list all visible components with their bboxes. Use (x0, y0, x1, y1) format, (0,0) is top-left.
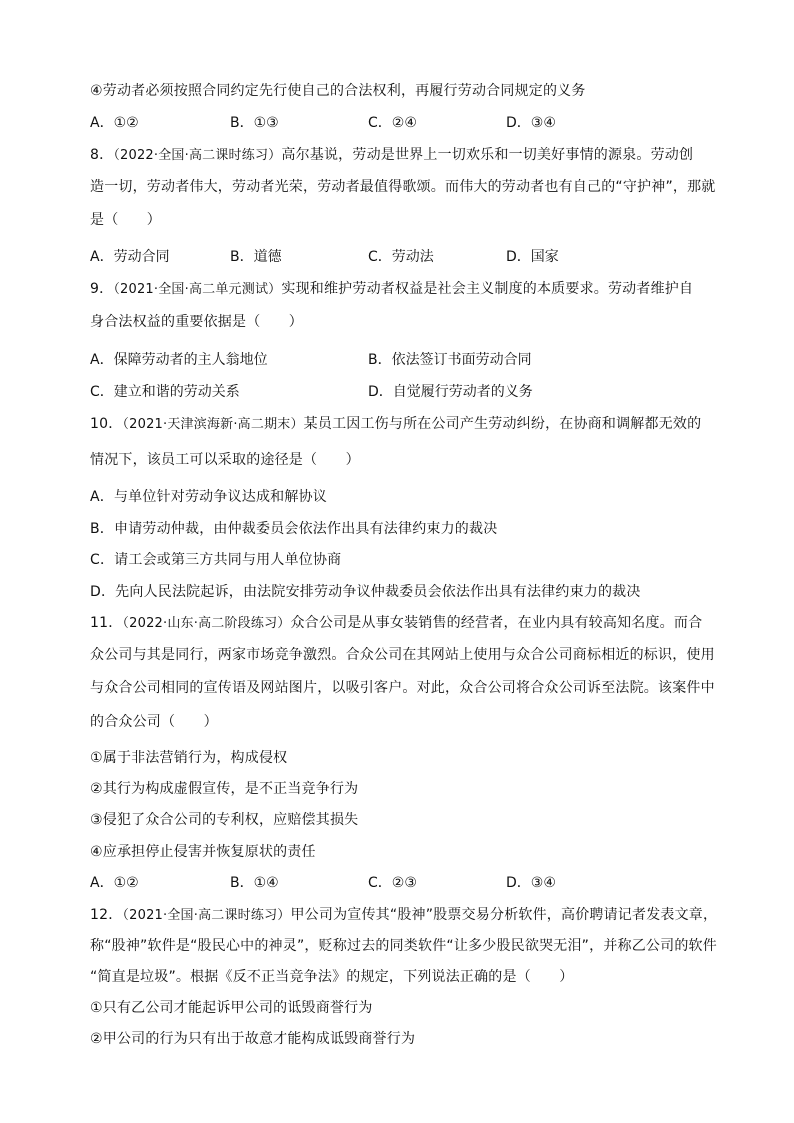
q8-option-a: A．劳动合同 (90, 249, 170, 265)
q10-stem-line-1 (90, 414, 701, 435)
q11-option-c: C．②③ (368, 875, 417, 891)
q11-stem-line-2: 众公司与其是同行，两家市场竞争激烈。合众公司在其网站上使用与众合公司商标相近的标识，使用 (90, 647, 715, 663)
q8-number: 8． (90, 147, 114, 163)
q9-option-b: B．依法签订书面劳动合同 (368, 352, 532, 368)
q12-number: 12． (90, 907, 123, 923)
q11-statement-2: ②其行为构成虚假宣传，是不正当竞争行为 (90, 781, 359, 797)
q8-option-b: B．道德 (230, 249, 282, 265)
q11-text-1: 众合公司是从事女装销售的经营者，在业内具有较高知名度。而合 (290, 615, 703, 631)
q8-source: （2022·全国·高二课时练习） (113, 148, 282, 163)
q8-stem-line-2: 造一切，劳动者伟大，劳动者光荣，劳动者最值得歌颂。而伟大的劳动者也有自己的“守护神”，那就 (90, 179, 716, 195)
q11-stem-line-1 (90, 613, 702, 634)
q10-text-1: 某员工因工伤与所在公司产生劳动纠纷，在协商和调解都无效的 (303, 416, 702, 432)
q9-option-c: C．建立和谐的劳动关系 (90, 384, 240, 400)
q10-option-d: D．先向人民法院起诉，由法院安排劳动争议仲裁委员会依法作出具有法律约束力的裁决 (90, 584, 641, 600)
q11-number: 11． (90, 615, 123, 631)
q11-option-d: D．③④ (506, 875, 556, 891)
q8-stem-line-3: 是（ ） (90, 212, 161, 228)
q8-text-1: 高尔基说，劳动是世界上一切欢乐和一切美好事情的源泉。劳动创 (281, 147, 694, 163)
q9-source: （2021·全国·高二单元测试） (113, 282, 282, 297)
q7-option-c: C．②④ (368, 115, 417, 131)
q11-option-a: A．①② (90, 875, 139, 891)
q8-option-d: D．国家 (506, 249, 559, 265)
q12-text-1: 甲公司为宣传其“股神”股票交易分析软件，高价聘请记者发表文章， (290, 907, 718, 923)
q9-options-row-1 (90, 350, 730, 370)
q7-option-a: A．①② (90, 115, 139, 131)
q10-source: （2021·天津滨海新·高二期末） (122, 417, 304, 432)
q10-stem-line-2: 情况下，该员工可以采取的途径是（ ） (90, 452, 360, 468)
q7-statement-4: ④劳动者必须按照合同约定先行使自己的合法权利，再履行劳动合同规定的义务 (90, 83, 586, 99)
q12-stem-line-2: 称“股神”软件是“股民心中的神灵”，贬称过去的同类软件“让多少股民欲哭无泪”，并称乙公司的软件 (90, 938, 717, 954)
q9-stem-line-2: 身合法权益的重要依据是（ ） (90, 314, 303, 330)
q7-option-b: B．①③ (230, 115, 279, 131)
q11-statement-4: ④应承担停止侵害并恢复原状的责任 (90, 844, 316, 860)
q7-options (90, 113, 730, 133)
q11-stem-line-3: 与众合公司相同的宣传语及网站图片，以吸引客户。对此，众合公司将合众公司诉至法院。该案件中 (90, 680, 715, 696)
q11-statement-1: ①属于非法营销行为，构成侵权 (90, 750, 288, 766)
q11-stem-line-4: 的合众公司（ ） (90, 714, 218, 730)
q10-option-b: B．申请劳动仲裁，由仲裁委员会依法作出具有法律约束力的裁决 (90, 521, 498, 537)
q9-option-a: A．保障劳动者的主人翁地位 (90, 352, 268, 368)
q10-number: 10． (90, 416, 123, 432)
q12-statement-1: ①只有乙公司才能起诉甲公司的诋毁商誉行为 (90, 1000, 373, 1016)
q9-option-d: D．自觉履行劳动者的义务 (368, 384, 533, 400)
q11-statement-3: ③侵犯了众合公司的专利权，应赔偿其损失 (90, 812, 359, 828)
q11-options (90, 873, 730, 893)
q11-option-b: B．①④ (230, 875, 279, 891)
q8-options (90, 247, 730, 267)
q7-option-d: D．③④ (506, 115, 556, 131)
q12-stem-line-3: “简直是垃圾”。根据《反不正当竞争法》的规定，下列说法正确的是（ ） (90, 969, 574, 985)
q12-statement-2: ②甲公司的行为只有出于故意才能构成诋毁商誉行为 (90, 1031, 416, 1047)
q10-option-a: A．与单位针对劳动争议达成和解协议 (90, 489, 327, 505)
q12-stem-line-1 (90, 905, 717, 926)
q11-source: （2022·山东·高二阶段练习） (122, 616, 291, 631)
q9-text-1: 实现和维护劳动者权益是社会主义制度的本质要求。劳动者维护自 (281, 281, 694, 297)
q9-stem-line-1 (90, 279, 693, 300)
q8-option-c: C．劳动法 (368, 249, 434, 265)
q12-source: （2021·全国·高二课时练习） (122, 908, 291, 923)
q8-stem-line-1 (90, 145, 693, 166)
q10-option-c: C．请工会或第三方共同与用人单位协商 (90, 552, 342, 568)
q9-number: 9． (90, 281, 114, 297)
q9-options-row-2 (90, 382, 730, 402)
